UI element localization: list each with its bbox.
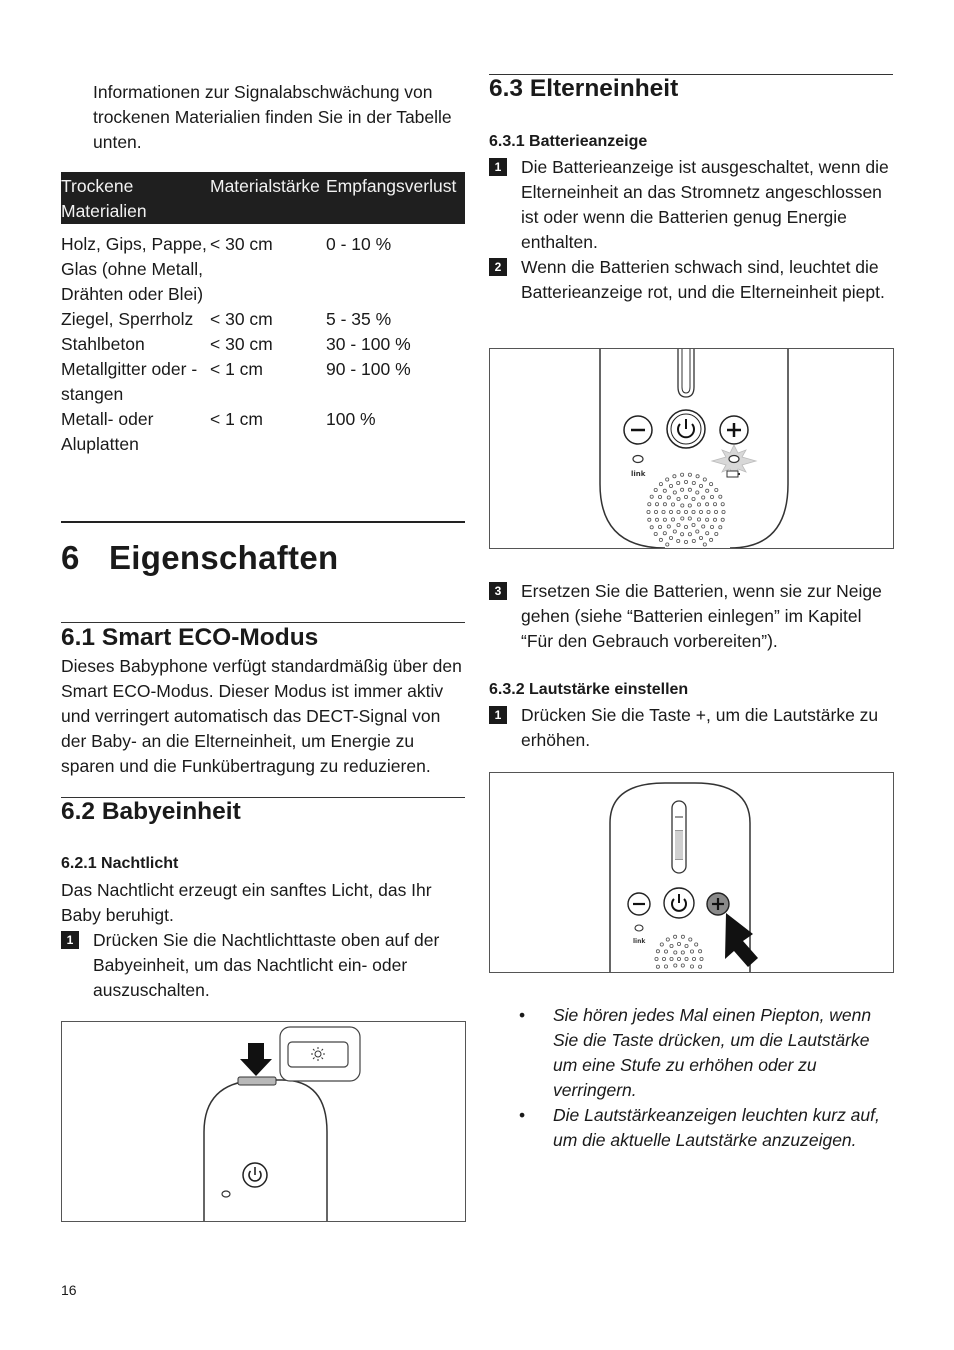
baby-unit-figure bbox=[61, 1021, 466, 1222]
bullet-marker: • bbox=[519, 1105, 526, 1125]
power-icon bbox=[243, 1163, 267, 1187]
parent-unit-illustration bbox=[490, 349, 893, 548]
chapter-rule bbox=[61, 521, 465, 523]
step-text: Die Batterieanzeige ist ausgeschaltet, wenn die Elterneinheit an das Stromnetz angeschlossen ist oder wenn die Batterien genug Energie enthalten. bbox=[521, 157, 889, 252]
table-header: Trockene Materialien bbox=[61, 172, 210, 224]
step-item bbox=[61, 928, 465, 1003]
table-cell: < 30 cm bbox=[210, 309, 273, 329]
section-title-6-2: 6.2 Babyeinheit bbox=[61, 798, 241, 825]
step-item bbox=[489, 703, 893, 753]
step-number: 1 bbox=[61, 931, 79, 949]
list-item bbox=[519, 1103, 893, 1153]
link-label: link bbox=[631, 470, 646, 478]
section-rule bbox=[61, 622, 465, 623]
section-text-6-1: Dieses Babyphone verfügt standardmäßig über den Smart ECO-Modus. Dieser Modus ist immer aktiv und verringert automatisch das DECT-Signal von der Baby- an die Elterneinheit, um Energie zu sparen und die Funkübertragung zu reduzieren. bbox=[61, 656, 462, 776]
bullet-text: Die Lautstärkeanzeigen leuchten kurz auf, um die aktuelle Lautstärke anzuzeigen. bbox=[553, 1105, 880, 1150]
table-row bbox=[61, 332, 465, 357]
minus-icon bbox=[624, 416, 652, 444]
step-item bbox=[489, 155, 893, 255]
table-cell: Metall- oder Aluplatten bbox=[61, 409, 154, 454]
table-cell: 30 - 100 % bbox=[326, 334, 411, 354]
table-cell: Ziegel, Sperrholz bbox=[61, 309, 194, 329]
materials-table bbox=[61, 172, 465, 457]
step-number: 2 bbox=[489, 258, 507, 276]
baby-unit-illustration bbox=[62, 1022, 465, 1221]
minus-icon bbox=[628, 893, 650, 915]
parent-unit-battery-figure bbox=[489, 348, 894, 549]
step-number: 1 bbox=[489, 158, 507, 176]
table-cell: 90 - 100 % bbox=[326, 359, 411, 379]
up-arrow-icon bbox=[725, 913, 758, 967]
table-cell: 5 - 35 % bbox=[326, 309, 392, 329]
nightlight-text: Das Nachtlicht erzeugt ein sanftes Licht, das Ihr Baby beruhigt. bbox=[61, 880, 432, 925]
table-row bbox=[61, 307, 465, 332]
volume-illustration bbox=[490, 773, 893, 972]
subsection-title-6-3-1: 6.3.1 Batterieanzeige bbox=[489, 133, 648, 150]
table-row bbox=[61, 407, 465, 457]
step-text: Drücken Sie die Taste +, um die Lautstärke zu erhöhen. bbox=[521, 705, 879, 750]
bullet-marker: • bbox=[519, 1005, 526, 1025]
down-arrow-icon bbox=[240, 1043, 272, 1076]
table-cell: Stahlbeton bbox=[61, 334, 145, 354]
step-item bbox=[489, 579, 893, 654]
link-label: link bbox=[633, 938, 646, 945]
bullet-text: Sie hören jedes Mal einen Piepton, wenn Sie die Taste drücken, um die Lautstärke um eine Stufe zu erhöhen oder zu verringern. bbox=[553, 1005, 872, 1100]
list-item bbox=[519, 1003, 893, 1103]
battery-icon bbox=[727, 471, 740, 477]
power-icon bbox=[667, 410, 705, 448]
chapter-title: Eigenschaften bbox=[109, 539, 339, 576]
table-header: Empfangsverlust bbox=[326, 172, 465, 224]
table-cell: Metallgitter oder -stangen bbox=[61, 359, 198, 404]
section-title-6-3: 6.3 Elterneinheit bbox=[489, 75, 679, 102]
table-header-row bbox=[61, 172, 465, 224]
power-icon bbox=[664, 888, 694, 918]
chapter-number: 6 bbox=[61, 539, 80, 576]
bullet-list bbox=[519, 1003, 893, 1153]
step-text: Drücken Sie die Nachtlichttaste oben auf der Babyeinheit, um das Nachtlicht ein- oder auszuschalten. bbox=[93, 930, 440, 1000]
step-text: Ersetzen Sie die Batterien, wenn sie zur Neige gehen (siehe “Batterien einlegen” im Kapitel “Für den Gebrauch vorbereiten”). bbox=[521, 581, 882, 651]
speaker-grille bbox=[647, 473, 725, 546]
table-row bbox=[61, 357, 465, 407]
table-row bbox=[61, 232, 465, 307]
table-cell: < 30 cm bbox=[210, 334, 273, 354]
subsection-title-6-3-2: 6.3.2 Lautstärke einstellen bbox=[489, 681, 689, 698]
table-cell: 100 % bbox=[326, 409, 376, 429]
chapter-heading bbox=[61, 539, 338, 577]
step-item bbox=[489, 255, 893, 305]
subsection-title-6-2-1: 6.2.1 Nachtlicht bbox=[61, 855, 179, 872]
section-title-6-1: 6.1 Smart ECO-Modus bbox=[61, 624, 319, 651]
plus-icon bbox=[707, 893, 729, 915]
table-cell: < 1 cm bbox=[210, 409, 264, 429]
plus-icon bbox=[720, 416, 748, 444]
parent-unit-volume-figure bbox=[489, 772, 894, 973]
step-number: 3 bbox=[489, 582, 507, 600]
table-cell: < 30 cm bbox=[210, 234, 273, 254]
table-cell: Holz, Gips, Pappe, Glas (ohne Metall, Drähten oder Blei) bbox=[61, 234, 207, 304]
table-cell: 0 - 10 % bbox=[326, 234, 392, 254]
speaker-grille bbox=[655, 935, 703, 968]
intro-text: Informationen zur Signalabschwächung von trockenen Materialien finden Sie in der Tabelle unten. bbox=[93, 82, 452, 152]
table-cell: < 1 cm bbox=[210, 359, 264, 379]
step-number: 1 bbox=[489, 706, 507, 724]
step-text: Wenn die Batterien schwach sind, leuchtet die Batterieanzeige rot, und die Elterneinheit piept. bbox=[521, 257, 885, 302]
page-number: 16 bbox=[61, 1282, 77, 1298]
table-header: Materialstärke bbox=[210, 172, 326, 224]
